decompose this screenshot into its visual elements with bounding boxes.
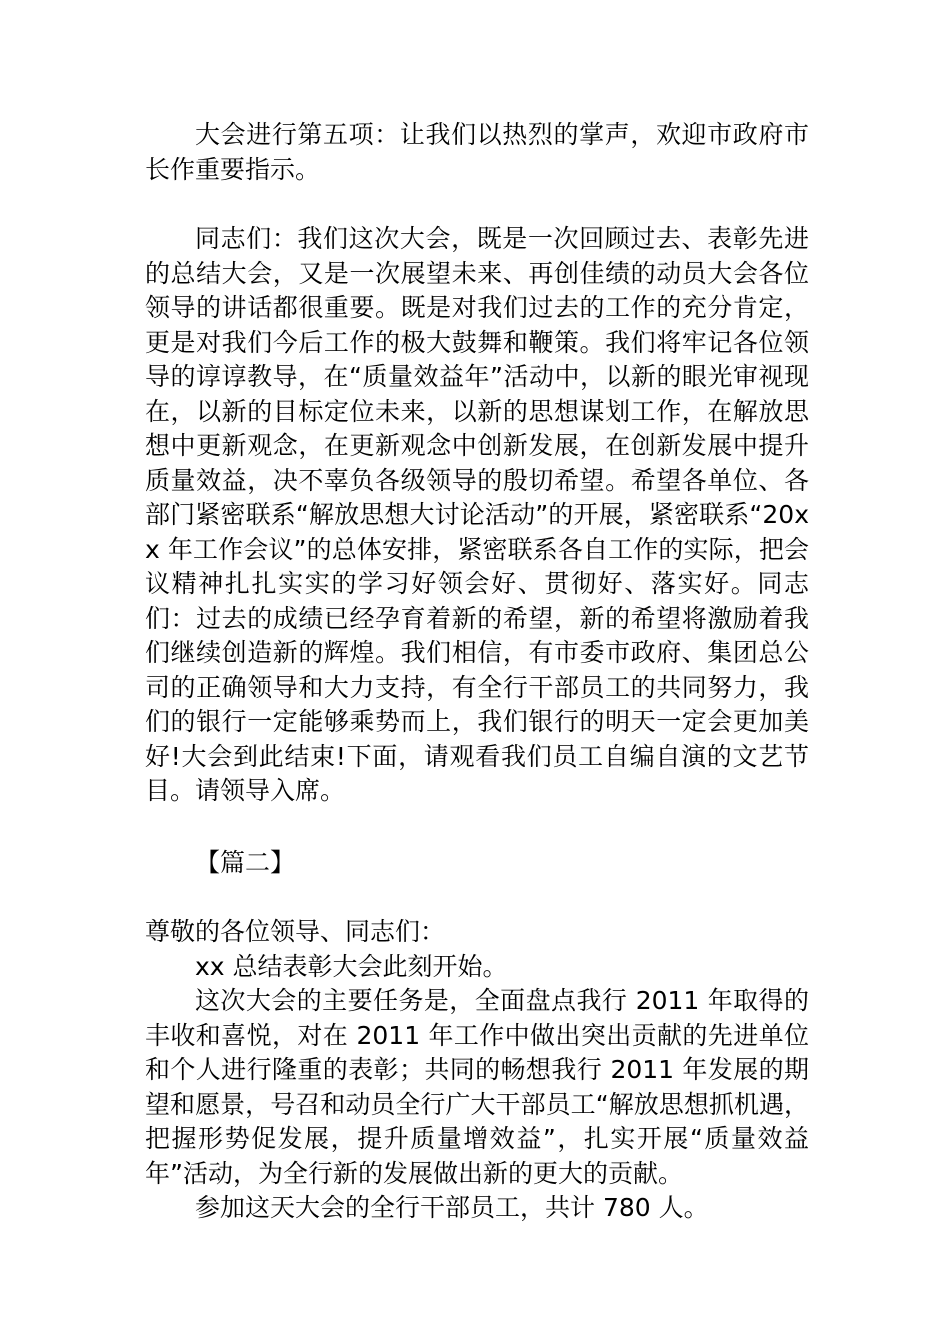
paragraph-agenda-item-five — [145, 118, 809, 187]
section-heading-text: 【篇二】 — [195, 848, 296, 877]
paragraph-text: 大会进行第五项：让我们以热烈的掌声，欢迎市政府市长作重要指示。 — [145, 120, 809, 184]
paragraph-main-task: 这次大会的主要任务是，全面盘点我行 2011 年取得的丰收和喜悦，对在 2011 年工作中做出突出贡献的先进单位和个人进行隆重的表彰；共同的畅想我行 2011 年发展的期望和愿景，号召和动员全行广大干部员工“解放思想抓机遇，把握形势促发展，提升质量增效益”，扎实开展“质量效益年”活动，为全行新的发展做出新的更大的贡献。 — [145, 986, 809, 1188]
salutation: 尊敬的各位领导、同志们： — [145, 917, 446, 946]
paragraph-attendance: 参加这天大会的全行干部员工，共计 780 人。 — [195, 1193, 709, 1222]
paragraph-opening: xx 总结表彰大会此刻开始。 — [195, 951, 508, 981]
paragraph-closing-remarks — [145, 222, 809, 809]
section-two-body — [145, 915, 809, 1226]
section-heading — [145, 846, 809, 881]
paragraph-text: 同志们：我们这次大会，既是一次回顾过去、表彰先进的总结大会，又是一次展望未来、再创佳绩的动员大会各位领导的讲话都很重要。既是对我们过去的工作的充分肯定，更是对我们今后工作的极大鼓舞和鞭策。我们将牢记各位领导的谆谆教导，在“质量效益年”活动中，以新的眼光审视现在，以新的目标定位未来，以新的思想谋划工作，在解放思想中更新观念，在更新观念中创新发展，在创新发展中提升质量效益，决不辜负各级领导的殷切希望。希望各单位、各部门紧密联系“解放思想大讨论活动”的开展，紧密联系“20xx 年工作会议”的总体安排，紧密联系各自工作的实际，把会议精神扎扎实实的学习好领会好、贯彻好、落实好。同志们：过去的成绩已经孕育着新的希望，新的希望将激励着我们继续创造新的辉煌。我们相信，有市委市政府、集团总公司的正确领导和大力支持，有全行干部员工的共同努力，我们的银行一定能够乘势而上，我们银行的明天一定会更加美好!大会到此结束!下面，请观看我们员工自编自演的文艺节目。请领导入席。 — [145, 224, 809, 805]
